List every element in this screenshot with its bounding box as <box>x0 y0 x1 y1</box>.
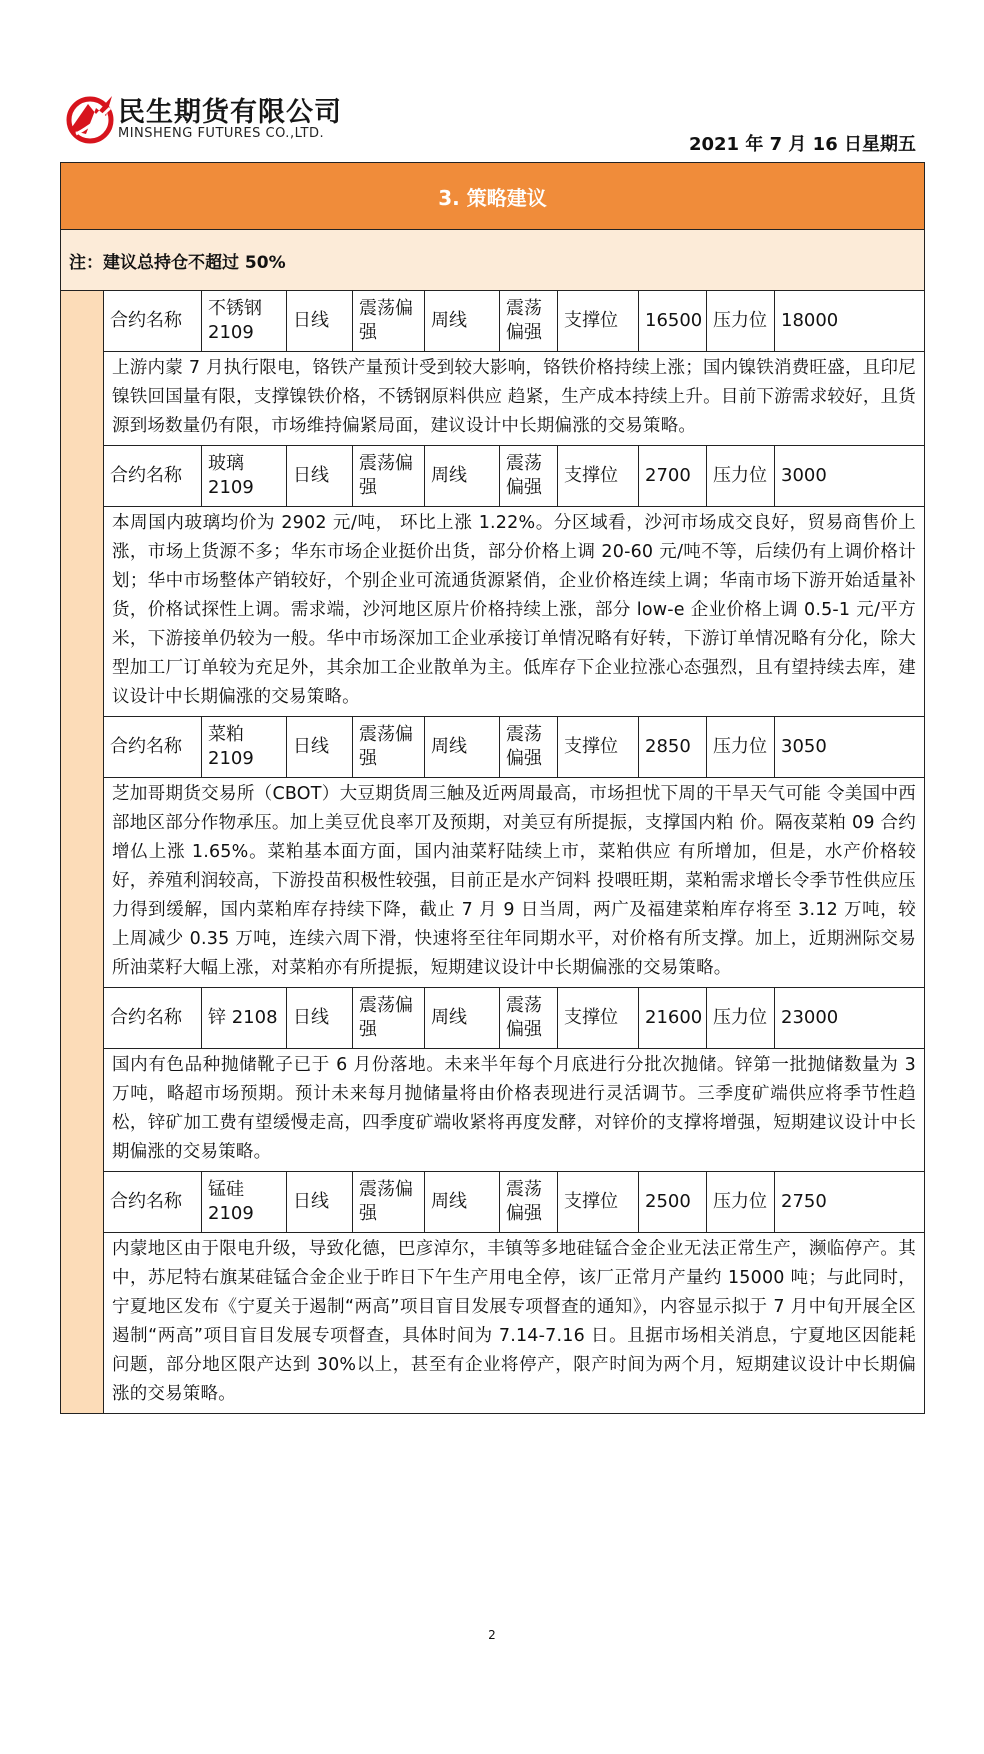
contract-label: 合约名称 <box>104 988 202 1048</box>
weekly-label: 周线 <box>425 717 500 777</box>
resistance-label: 压力位 <box>707 1172 775 1232</box>
daily-label: 日线 <box>287 717 353 777</box>
support-value: 21600 <box>639 988 707 1048</box>
weekly-label: 周线 <box>425 1172 500 1232</box>
weekly-value: 震荡偏强 <box>500 1172 558 1232</box>
contract-name-line2: 2109 <box>208 1203 254 1224</box>
contract-description: 内蒙地区由于限电升级，导致化德，巴彦淖尔，丰镇等多地硅锰合金企业无法正常生产，濒临停产。其中，苏尼特右旗某硅锰合金企业于昨日下午生产用电全停，该厂正常月产量约 15000 吨；与此同时，宁夏地区发布《宁夏关于遏制“两高”项目盲目发展专项督查的通知》，内容显示拟于 7 月中旬开展全区遏制“两高”项目盲目发展专项督查，具体时间为 7.14-7.16 日。且据市场相关消息，宁夏地区因能耗问题，部分地区限产达到 30%以上，甚至有企业将停产，限产时间为两个月，短期建议设计中长期偏涨的交易策略。 <box>112 1239 916 1404</box>
contract-description: 芝加哥期货交易所（CBOT）大豆期货周三触及近两周最高，市场担忧下周的干旱天气可能 令美国中西部地区部分作物承压。加上美豆优良率丌及预期，对美豆有所提振，支撑国内粕 价。隔夜菜粕 09 合约增仏上涨 1.65%。菜粕基本面方面，国内油菜籽陆续上市，菜粕供应 有所增加，但是，水产价格较好，养殖利润较高，下游投苗积极性较强，目前正是水产饲料 投喂旺期，菜粕需求增长令季节性供应压力得到缓解，国内菜粕库存持续下降，截止 7 月 9 日当周，两广及福建菜粕库存将至 3.12 万吨，较上周减少 0.35 万吨，连续六周下滑，快速将至往年同期水平，对价格有所支撑。加上，近期洲际交易所油菜籽大幅上涨，对菜粕亦有所提振，短期建议设计中长期偏涨的交易策略。 <box>104 778 924 988</box>
contract-name-line1: 不锈钢 <box>208 298 262 319</box>
support-value: 2850 <box>639 717 707 777</box>
resistance-label: 压力位 <box>707 291 775 351</box>
support-value: 2500 <box>639 1172 707 1232</box>
support-label: 支撑位 <box>558 291 639 351</box>
contract-row-stainless-steel <box>104 291 924 352</box>
contract-name-line1: 菜粕 <box>208 724 244 745</box>
weekly-value: 震荡偏强 <box>500 717 558 777</box>
daily-label: 日线 <box>287 1172 353 1232</box>
contract-row-zinc <box>104 988 924 1049</box>
contract-name-line1: 玻璃 <box>208 453 244 474</box>
contract-description: 国内有色品种抛储靴子已于 6 月份落地。未来半年每个月底进行分批次抛储。锌第一批抛储数量为 3 万吨，略超市场预期。预计未来每月抛储量将由价格表现进行灵活调节。三季度矿端供应将季节性趋松，锌矿加工费有望缓慢走高，四季度矿端收紧将再度发酵，对锌价的支撑将增强，短期建议设计中长期偏涨的交易策略。 <box>104 1049 924 1172</box>
resistance-value: 3000 <box>781 465 827 486</box>
side-strip <box>61 291 104 1413</box>
daily-value: 震荡偏强 <box>353 717 425 777</box>
resistance-label: 压力位 <box>707 446 775 506</box>
support-value: 16500 <box>639 291 707 351</box>
resistance-label: 压力位 <box>707 717 775 777</box>
daily-label: 日线 <box>287 988 353 1048</box>
report-date: 2021 年 7 月 16 日星期五 <box>688 134 916 155</box>
contract-name <box>202 1172 287 1232</box>
contract-label: 合约名称 <box>104 1172 202 1232</box>
contract-name <box>202 291 287 351</box>
daily-label: 日线 <box>287 446 353 506</box>
support-value: 2700 <box>639 446 707 506</box>
daily-value: 震荡偏强 <box>353 1172 425 1232</box>
resistance-value: 23000 <box>781 1007 839 1028</box>
contract-description: 本周国内玻璃均价为 2902 元/吨， 环比上涨 1.22%。分区域看，沙河市场成交良好，贸易商售价上涨，市场上货源不多；华东市场企业挺价出货，部分价格上调 20-60 元/吨不等，后续仍有上调价格计划；华中市场整体产销较好，个别企业可流通货源紧俏，企业价格连续上调；华南市场下游开始适量补货，价格试探性上调。需求端，沙河地区原片价格持续上涨，部分 low-e 企业价格上调 0.5-1 元/平方米，下游接单仍较为一般。华中市场深加工企业承接订单情况略有好转，下游订单情况略有分化，除大型加工厂订单较为充足外，其余加工企业散单为主。低库存下企业拉涨心态强烈，且有望持续去库，建议设计中长期偏涨的交易策略。 <box>104 507 924 717</box>
contract-name-line1: 锌 2108 <box>208 1007 278 1028</box>
contract-name <box>202 446 287 506</box>
strategy-table <box>60 162 925 1414</box>
section-title: 3. 策略建议 <box>61 163 924 230</box>
contract-row-rapeseed-meal <box>104 717 924 778</box>
page-number: 2 <box>488 1628 496 1642</box>
contract-name-line2: 2109 <box>208 477 254 498</box>
daily-value: 震荡偏强 <box>353 446 425 506</box>
resistance-value: 2750 <box>781 1191 827 1212</box>
resistance-label: 压力位 <box>707 988 775 1048</box>
contract-row-silicomanganese <box>104 1172 924 1233</box>
contract-label: 合约名称 <box>104 291 202 351</box>
contract-list <box>104 291 924 1413</box>
contract-row-glass <box>104 446 924 507</box>
weekly-value: 震荡偏强 <box>500 291 558 351</box>
contract-label: 合约名称 <box>104 717 202 777</box>
weekly-label: 周线 <box>425 446 500 506</box>
contract-description: 上游内蒙 7 月执行限电，铬铁产量预计受到较大影响，铬铁价格持续上涨；国内镍铁消费旺盛，且印尼镍铁回国量有限，支撑镍铁价格，不锈钢原料供应 趋紧，生产成本持续上升。目前下游需求较好，且货源到场数量仍有限，市场维持偏紧局面，建议设计中长期偏涨的交易策略。 <box>104 352 924 446</box>
company-name-cn: 民生期货有限公司 <box>118 97 342 128</box>
resistance-value: 18000 <box>781 310 839 331</box>
weekly-label: 周线 <box>425 988 500 1048</box>
resistance-value: 3050 <box>781 736 827 757</box>
weekly-value: 震荡偏强 <box>500 446 558 506</box>
support-label: 支撑位 <box>558 1172 639 1232</box>
contract-name <box>202 717 287 777</box>
weekly-value: 震荡偏强 <box>500 988 558 1048</box>
position-note: 注：建议总持仓不超过 50% <box>61 230 924 291</box>
support-label: 支撑位 <box>558 446 639 506</box>
support-label: 支撑位 <box>558 988 639 1048</box>
daily-value: 震荡偏强 <box>353 291 425 351</box>
contract-name-line2: 2109 <box>208 748 254 769</box>
company-logo <box>66 86 356 150</box>
support-label: 支撑位 <box>558 717 639 777</box>
minsheng-logo-icon <box>66 90 116 144</box>
contract-name <box>202 988 287 1048</box>
contract-name-line2: 2109 <box>208 322 254 343</box>
daily-value: 震荡偏强 <box>353 988 425 1048</box>
weekly-label: 周线 <box>425 291 500 351</box>
table-body <box>61 291 924 1413</box>
contract-label: 合约名称 <box>104 446 202 506</box>
contract-name-line1: 锰硅 <box>208 1179 244 1200</box>
daily-label: 日线 <box>287 291 353 351</box>
company-name-en: MINSHENG FUTURES CO.,LTD. <box>118 126 325 141</box>
